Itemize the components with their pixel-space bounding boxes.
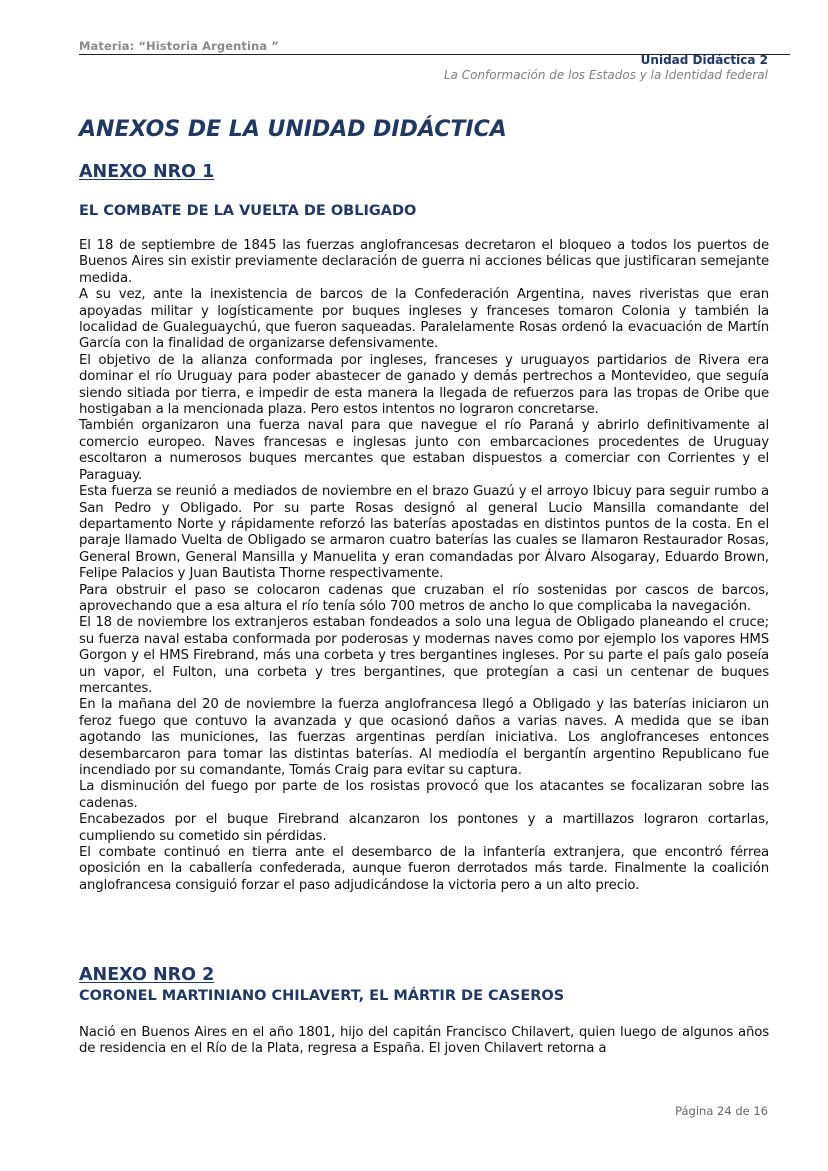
paragraph: La disminución del fuego por parte de los rosistas provocó que los atacantes se focalizaran sobre las cadenas. — [79, 779, 769, 811]
page-number: Página 24 de 16 — [675, 1104, 768, 1118]
annex-1-body — [79, 238, 769, 894]
paragraph: Encabezados por el buque Firebrand alcanzaron los pontones y a martillazos lograron cortarlas, cumpliendo su cometido sin pérdidas. — [79, 812, 769, 844]
paragraph: Para obstruir el paso se colocaron cadenas que cruzaban el río sostenidas por cascos de barcos, aprovechando que a esa altura el río tenía sólo 700 metros de ancho lo que complicaba la navegación. — [79, 582, 769, 614]
page-title: ANEXOS DE LA UNIDAD DIDÁCTICA — [79, 117, 507, 142]
paragraph: En la mañana del 20 de noviembre la fuerza anglofrancesa llegó a Obligado y las baterías iniciaron un feroz fuego que contuvo la avanzada y que ocasionó daños a varias naves. A medida que se iban agotando las municiones, las fuerzas argentinas perdían iniciativa. Los anglofranceses entonces desembarcaron para tomar las distintas baterías. Al mediodía el bergantín argentino Republicano fue incendiado por su comandante, Tomás Craig para evitar su captura. — [79, 697, 769, 778]
annex-2-subtitle: CORONEL MARTINIANO CHILAVERT, EL MÁRTIR DE CASEROS — [79, 988, 565, 1004]
paragraph: El 18 de noviembre los extranjeros estaban fondeados a solo una legua de Obligado planeando el cruce; su fuerza naval estaba conformada por poderosas y modernas naves como por ejemplo los vapores HMS Gorgon y el HMS Firebrand, más una corbeta y tres bergantines ingleses. Por su parte el país galo poseía un vapor, el Fulton, una corbeta y tres bergantines, que protegían a casi un centenar de buques mercantes. — [79, 615, 769, 696]
paragraph: Esta fuerza se reunió a mediados de noviembre en el brazo Guazú y el arroyo Ibicuy para seguir rumbo a San Pedro y Obligado. Por su parte Rosas designó al general Lucio Mansilla comandante del departamento Norte y rápidamente reforzó las baterías apostadas en distintos puntos de la costa. En el paraje llamado Vuelta de Obligado se armaron cuatro baterías las cuales se llamaron Restaurador Rosas, General Brown, General Mansilla y Manuelita y eran comandadas por Álvaro Alsogaray, Eduardo Brown, Felipe Palacios y Juan Bautista Thorne respectivamente. — [79, 484, 769, 582]
paragraph: Nació en Buenos Aires en el año 1801, hijo del capitán Francisco Chilavert, quien luego de algunos años de residencia en el Río de la Plata, regresa a España. El joven Chilavert retorna a — [79, 1025, 769, 1057]
paragraph: A su vez, ante la inexistencia de barcos de la Confederación Argentina, naves riveristas que eran apoyadas militar y logísticamente por buques ingleses y franceses tomaron Colonia y también la localidad de Gualeguaychú, que fueron saqueadas. Paralelamente Rosas ordenó la evacuación de Martín García con la finalidad de organizarse defensivamente. — [79, 287, 769, 352]
annex-1-title: ANEXO NRO 1 — [79, 162, 215, 182]
header-unit-subtitle: La Conformación de los Estados y la Identidad federal — [443, 68, 768, 82]
paragraph: El 18 de septiembre de 1845 las fuerzas anglofrancesas decretaron el bloqueo a todos los puertos de Buenos Aires sin existir previamente declaración de guerra ni acciones bélicas que justificaran semejante medida. — [79, 238, 769, 286]
paragraph: El objetivo de la alianza conformada por ingleses, franceses y uruguayos partidarios de Rivera era dominar el río Uruguay para poder abastecer de ganado y demás pertrechos a Montevideo, que seguía siendo sitiada por tierra, e impedir de esta manera la llegada de refuerzos para las tropas de Oribe que hostigaban a la mencionada plaza. Pero estos intentos no lograron concretarse. — [79, 352, 769, 418]
header-unit: Unidad Didáctica 2 — [640, 53, 768, 67]
annex-1-subtitle: EL COMBATE DE LA VUELTA DE OBLIGADO — [79, 203, 417, 219]
paragraph: El combate continuó en tierra ante el desembarco de la infantería extranjera, que encontró férrea oposición en la caballería confederada, aunque fueron derrotados más tarde. Finalmente la coalición anglofrancesa consiguió forzar el paso adjudicándose la victoria pero a un alto precio. — [79, 845, 769, 893]
header-subject: Materia: “Historia Argentina ” — [79, 39, 279, 53]
paragraph: También organizaron una fuerza naval para que navegue el río Paraná y abrirlo definitivamente al comercio europeo. Naves francesas e inglesas junto con embarcaciones procedentes de Uruguay escoltaron a numerosos buques mercantes que estaban dispuestos a comerciar con Corrientes y el Paraguay. — [79, 418, 769, 483]
annex-2-body — [79, 1025, 769, 1058]
annex-2-title: ANEXO NRO 2 — [79, 965, 215, 985]
